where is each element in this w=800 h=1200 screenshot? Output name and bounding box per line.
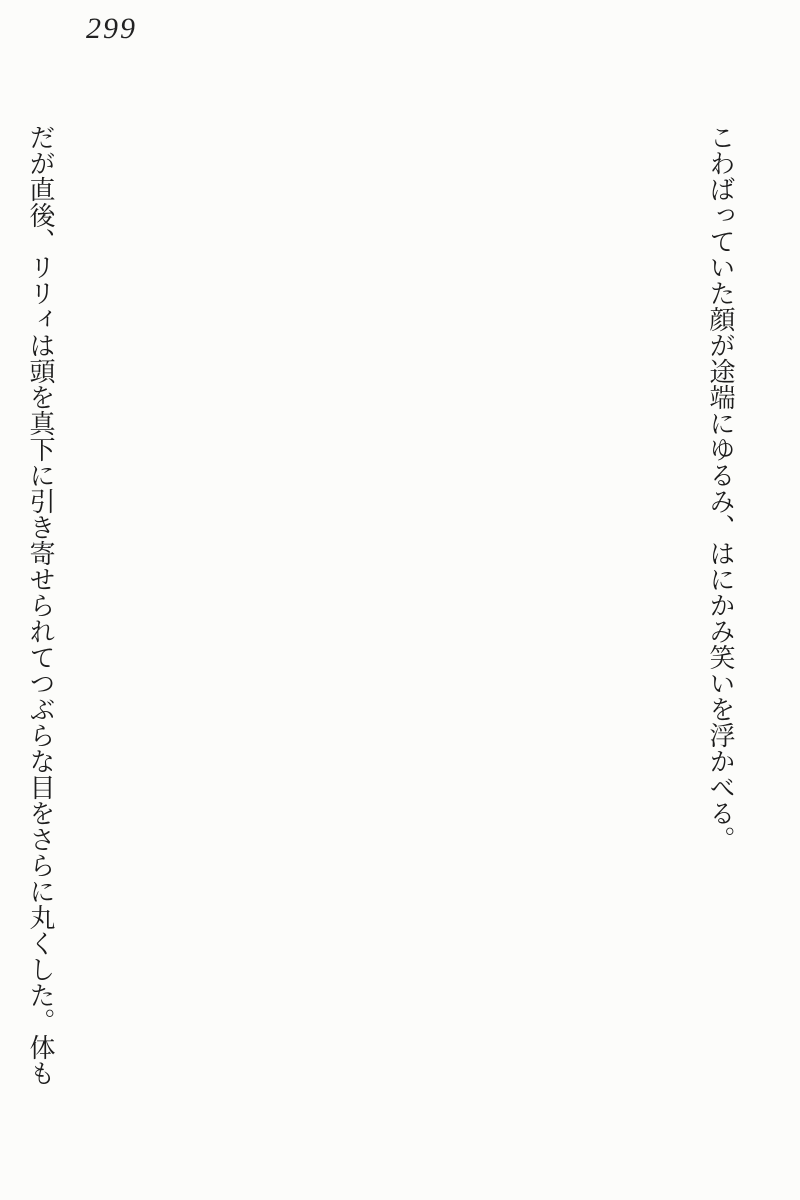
text-area: [26, 98, 740, 1130]
text-line: だが直後、リリィは頭を真下に引き寄せられてつぶらな目をさらに丸くした。体も: [26, 124, 55, 1086]
page-number: 299: [86, 12, 137, 45]
text-line: こわばっていた顔が途端にゆるみ、はにかみ笑いを浮かべる。: [706, 124, 735, 852]
